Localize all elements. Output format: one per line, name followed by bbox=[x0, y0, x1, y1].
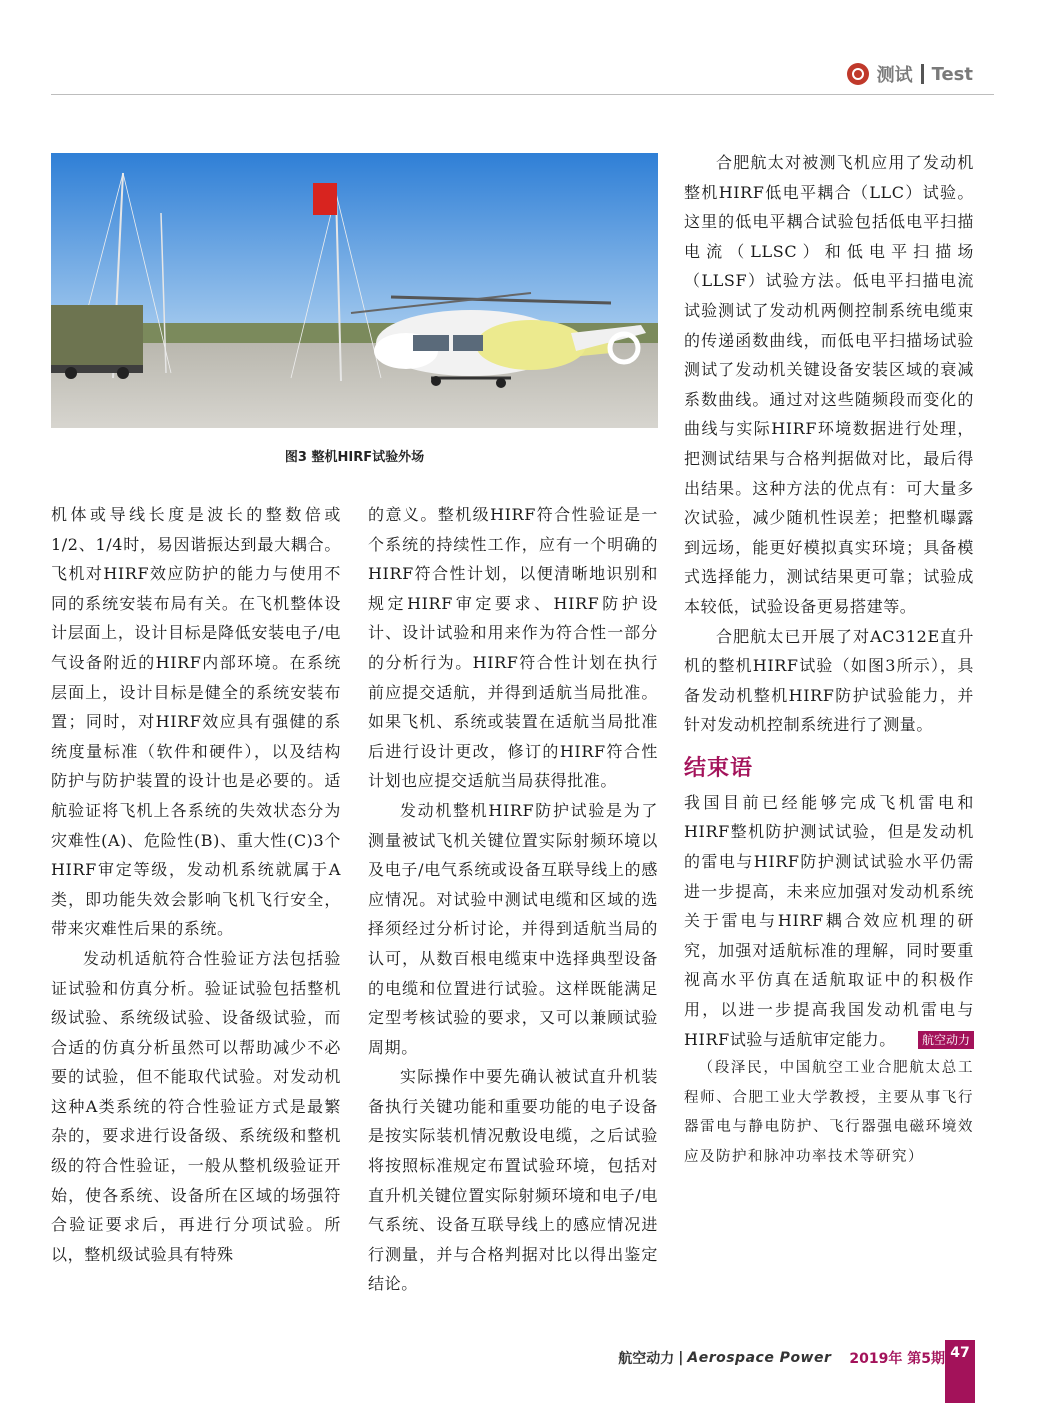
paragraph: 实际操作中要先确认被试直升机装备执行关键功能和重要功能的电子设备是按实际装机情况敷设电缆，之后试验将按照标准规定布置试验环境，包括对直升机关键位置实际射频环境和电子/电气系统、设备互联导线上的感应情况进行测量，并与合格判据对比以得出鉴定结论。 bbox=[368, 1067, 658, 1294]
conclusion-text: 我国目前已经能够完成飞机雷电和HIRF整机防护测试试验，但是发动机的雷电与HIRF防护测试试验水平仍需进一步提高，未来应加强对发动机系统关于雷电与HIRF耦合效应机理的研究，加强对适航标准的理解，同时要重视高水平仿真在适航取证中的积极作用，以进一步提高我国发动机雷电与HIRF试验与适航审定能力。 bbox=[684, 792, 974, 1049]
header-divider bbox=[921, 64, 924, 84]
paragraph: 机体或导线长度是波长的整数倍或1/2、1/4时，易因谐振达到最大耦合。飞机对HIRF效应防护的能力与使用不同的系统安装布局有关。在飞机整体设计层面上，设计目标是降低安装电子/电气设备附近的HIRF内部环境。在系统层面上，设计目标是健全的系统安装布置；同时，对HIRF效应具有强健的系统度量标准（软件和硬件），以及结构防护与防护装置的设计也是必要的。适航验证将飞机上各系统的失效状态分为灾难性(A)、危险性(B)、重大性(C)3个HIRF审定等级，发动机系统就属于A类，即功能失效会影响飞机飞行安全，带来灾难性后果的系统。 bbox=[51, 505, 341, 939]
page-number: 47 bbox=[950, 1345, 970, 1361]
conclusion-paragraph bbox=[684, 788, 974, 1054]
helicopter-photo bbox=[51, 153, 658, 428]
text-column-3 bbox=[684, 148, 974, 1173]
page-footer bbox=[618, 1347, 945, 1369]
text-column-1 bbox=[51, 500, 341, 1269]
paragraph: 的意义。整机级HIRF符合性验证是一个系统的持续性工作，应有一个明确的HIRF符合性计划，以便清晰地识别和规定HIRF审定要求、HIRF防护设计、设计试验和用来作为符合性一部分的分析行为。HIRF符合性计划在执行前应提交适航，并得到适航当局批准。如果飞机、系统或装置在适航当局批准后进行设计更改，修订的HIRF符合性计划也应提交适航当局获得批准。 bbox=[368, 505, 658, 791]
section-header bbox=[847, 62, 973, 86]
header-rule bbox=[51, 94, 994, 95]
section-label-cn: 测试 bbox=[876, 65, 913, 86]
figure-caption: 图3 整机HIRF试验外场 bbox=[284, 450, 425, 465]
paragraph: 合肥航太已开展了对AC312E直升机的整机HIRF试验（如图3所示），具备发动机整机HIRF防护试验能力，并针对发动机控制系统进行了测量。 bbox=[684, 626, 974, 735]
journal-logo-icon bbox=[847, 63, 869, 85]
issue-label: 2019年 第5期 bbox=[849, 1351, 945, 1367]
paragraph: 合肥航太对被测飞机应用了发动机整机HIRF低电平耦合（LLC）试验。这里的低电平耦合试验包括低电平扫描电流（LLSC）和低电平扫描场（LLSF）试验方法。低电平扫描电流试验测试了发动机两侧控制系统电缆束的传递函数曲线，而低电平扫描场试验测试了发动机关键设备安装区域的衰减系数曲线。通过对这些随频段而变化的曲线与实际HIRF环境数据进行处理，把测试结果与合格判据做对比，最后得出结果。这种方法的优点有：可大量多次试验，减少随机性误差；把整机曝露到远场，能更好模拟真实环境；具备模式选择能力，测试结果更可靠；试验成本较低，试验设备更易搭建等。 bbox=[684, 153, 974, 616]
text-column-2 bbox=[368, 500, 658, 1299]
paragraph: 发动机适航符合性验证方法包括验证试验和仿真分析。验证试验包括整机级试验、系统级试验、设备级试验，而合适的仿真分析虽然可以帮助减少不必要的试验，但不能取代试验。对发动机这种A类系统的符合性验证方式是最繁杂的，要求进行设备级、系统级和整机级的符合性验证，一般从整机级验证开始，使各系统、设备所在区域的场强符合验证要求后，再进行分项试验。所以，整机级试验具有特殊 bbox=[51, 948, 341, 1264]
paragraph: 发动机整机HIRF防护试验是为了测量被试飞机关键位置实际射频环境以及电子/电气系统或设备互联导线上的感应情况。对试验中测试电缆和区域的选择须经过分析讨论，并得到适航当局的认可，从数百根电缆束中选择典型设备的电缆和位置进行试验。这样既能满足定型考核试验的要求，又可以兼顾试验周期。 bbox=[368, 800, 658, 1057]
journal-name-en: Aerospace Power bbox=[687, 1350, 832, 1366]
journal-badge: 航空动力 bbox=[918, 1031, 974, 1049]
footer-separator: | bbox=[678, 1350, 684, 1366]
section-label-en: Test bbox=[931, 63, 973, 85]
author-bio: （段泽民，中国航空工业合肥航太总工程师、合肥工业大学教授，主要从事飞行器雷电与静电防护、飞行器强电磁环境效应及防护和脉冲功率技术等研究） bbox=[684, 1060, 974, 1165]
section-heading: 结束语 bbox=[684, 755, 754, 781]
journal-name-cn: 航空动力 bbox=[618, 1351, 675, 1367]
